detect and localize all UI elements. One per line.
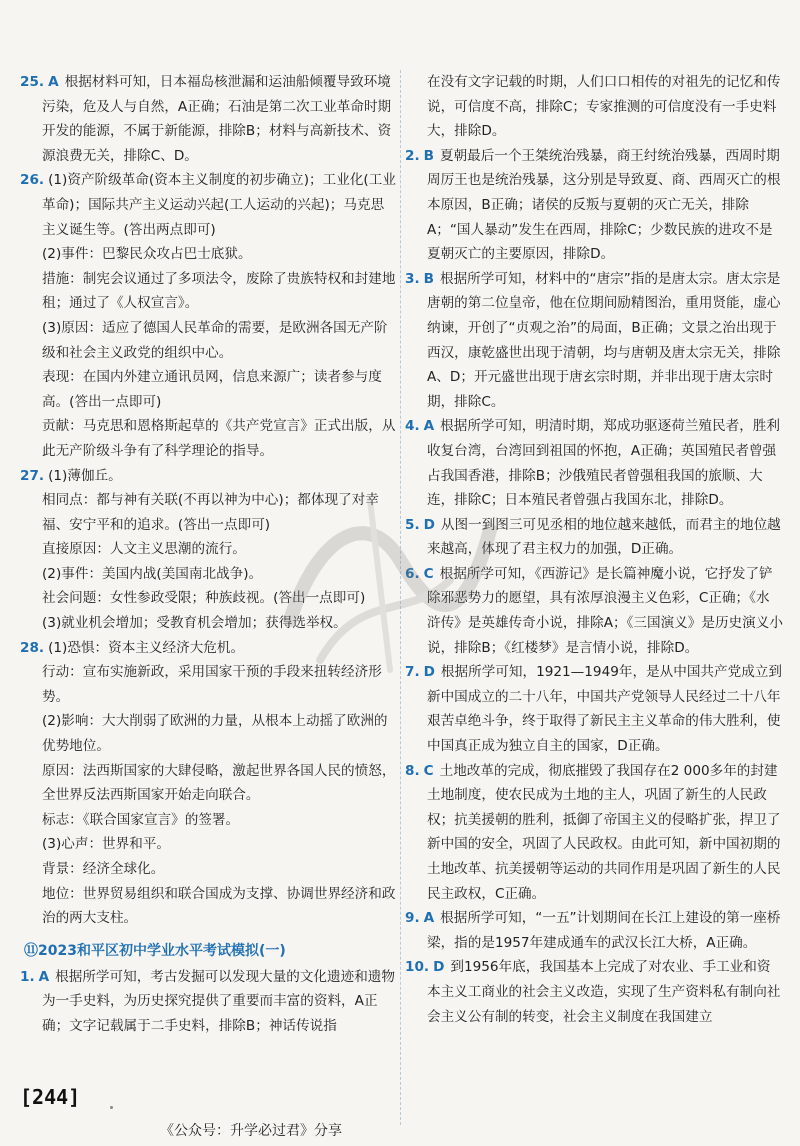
explanation-text: 根据所学可知，明清时期，郑成功驱逐荷兰殖民者，胜利收复台湾，台湾回到祖国的怀抱，A正确；英国殖民者曾强占我国香港，排除B；沙俄殖民者曾强租我国的旅顺、大连，排除C；日本殖民者曾强占我国东北，排除D。: [427, 418, 780, 509]
question-number: 9.: [405, 910, 420, 927]
question-number: 3.: [405, 270, 420, 287]
question-number: 5.: [405, 516, 420, 533]
answer-letter: B: [423, 147, 434, 164]
footer-note: 《公众号：升学必过君》分享: [160, 1123, 342, 1139]
explanation-text: 夏朝最后一个王桀统治残暴，商王纣统治残暴，西周时期周厉王也是统治残暴，这分别是导致夏、商、西周灭亡的根本原因，B正确；诸侯的反叛与夏朝的灭亡无关，排除A；“国人暴动”发生在西周，排除C；少数民族的进攻不是夏朝灭亡的主要原因，排除D。: [427, 147, 781, 263]
question-number: 10.: [405, 959, 430, 976]
explanation-text: 措施：制宪会议通过了多项法令，废除了贵族特权和封建地租；通过了《人权宣言》。: [42, 270, 396, 312]
right-column: [405, 70, 783, 1029]
answer-27: [20, 464, 396, 636]
explanation-text: (2)事件：美国内战(美国南北战争)。: [42, 565, 263, 582]
page-number: [244]: [20, 1085, 81, 1109]
explanation-text: (2)影响：大大削弱了欧洲的力量，从根本上动摇了欧洲的优势地位。: [42, 713, 388, 755]
answer-28: [20, 636, 396, 931]
answer-letter: A: [38, 968, 50, 985]
answer-8: [405, 759, 783, 907]
explanation-text: 根据材料可知，日本福岛核泄漏和运油船倾覆导致环境污染，危及人与自然，A正确；石油是第二次工业革命时期开发的能源，不属于新能源，排除B；材料与高新技术、资源浪费无关，排除C、D。: [42, 74, 392, 164]
answer-letter: A: [423, 910, 435, 927]
answer-5: [405, 513, 783, 562]
question-number: 28.: [20, 639, 45, 656]
question-number: 25.: [20, 74, 45, 90]
explanation-text: 到1956年底，我国基本上完成了对农业、手工业和资本主义工商业的社会主义改造，实现了生产资料私有制向社会主义公有制的转变，社会主义制度在我国建立: [427, 959, 781, 1025]
answer-letter: C: [423, 762, 434, 779]
explanation-text: 标志：《联合国家宣言》的签署。: [42, 811, 240, 828]
explanation-text: 贡献：马克思和恩格斯起草的《共产党宣言》正式出版，从此无产阶级斗争有了科学理论的指导。: [42, 418, 396, 459]
explanation-text: 根据所学可知，“一五”计划期间在长江上建设的第一座桥梁，指的是1957年建成通车的武汉长江大桥，A正确。: [427, 910, 781, 951]
answer-4: [405, 414, 783, 512]
explanation-text: 根据所学可知，《西游记》是长篇神魔小说，它抒发了铲除邪恶势力的愿望，具有浓厚浪漫主义色彩，C正确；《水浒传》是英雄传奇小说，排除A；《三国演义》是历史演义小说，排除B；《红楼梦》是言情小说，排除D。: [427, 565, 783, 656]
stray-dot: [110, 1106, 113, 1109]
question-number: 26.: [20, 172, 45, 189]
explanation-text: 在没有文字记载的时期，人们口口相传的对祖先的记忆和传说，可信度不高，排除C；专家推测的可信度没有一手史料大，排除D。: [427, 74, 781, 140]
explanation-text: (2)事件：巴黎民众攻占巴士底狱。: [42, 246, 252, 263]
explanation-text: (3)就业机会增加；受教育机会增加；获得选举权。: [42, 615, 347, 632]
explanation-text: 表现：在国内外建立通讯员网，信息来源广；读者参与度高。(答出一点即可): [42, 369, 382, 410]
answer-6: [405, 562, 783, 660]
explanation-text: 土地改革的完成，彻底摧毁了我国存在2 000多年的封建土地制度，使农民成为土地的主人，巩固了新生的人民政权；抗美援朝的胜利，抵御了帝国主义的侵略扩张，捍卫了新中国的安全，巩固了人民政权。由此可知，新中国初期的土地改革、抗美援朝等运动的共同作用是巩固了新生的人民民主政权，C正确。: [427, 762, 781, 902]
explanation-text: (3)心声：世界和平。: [42, 836, 171, 853]
page-number-value: 244: [32, 1085, 69, 1109]
question-number: 2.: [405, 147, 420, 164]
answer-2: [405, 144, 783, 267]
question-number: 7.: [405, 664, 420, 681]
explanation-text: 行动：宣布实施新政，采用国家干预的手段来扭转经济形势。: [42, 664, 382, 705]
answer-7: [405, 660, 783, 758]
answer-3: [405, 267, 783, 415]
answer-letter: D: [423, 516, 435, 533]
answer-letter: A: [48, 74, 59, 90]
answer-letter: C: [423, 565, 434, 582]
explanation-text: (1)薄伽丘。: [48, 467, 122, 484]
explanation-text: 从图一到图三可见丞相的地位越来越低，而君主的地位越来越高，体现了君主权力的加强，D正确。: [427, 516, 781, 558]
explanation-text: 直接原因：人文主义思潮的流行。: [42, 541, 246, 558]
question-number: 4.: [405, 418, 420, 435]
question-number: 8.: [405, 762, 420, 779]
section-title: ⑪2023和平区初中学业水平考试模拟(一): [24, 942, 286, 959]
explanation-text: 原因：法西斯国家的大肆侵略，激起世界各国人民的愤怒，全世界反法西斯国家开始走向联合。: [42, 762, 396, 804]
explanation-text: 地位：世界贸易组织和联合国成为支撑、协调世界经济和政治的两大支柱。: [42, 885, 396, 927]
explanation-text: 背景：经济全球化。: [42, 861, 165, 877]
question-number: 1.: [20, 968, 35, 985]
explanation-text: 相同点：都与神有关联(不再以神为中心)；都体现了对幸福、安宁平和的追求。(答出一点即可): [42, 492, 379, 533]
answer-letter: B: [423, 270, 434, 287]
explanation-text: (3)原因：适应了德国人民革命的需要，是欧洲各国无产阶级和社会主义政党的组织中心。: [42, 319, 388, 361]
answer-1: [20, 965, 396, 1039]
explanation-text: 根据所学可知，考古发掘可以发现大量的文化遗迹和遗物为一手史料，为历史探究提供了重要而丰富的资料，A正确；文字记载属于二手史料，排除B；神话传说指: [42, 968, 395, 1034]
answer-letter: D: [433, 959, 445, 976]
answer-1-continued: [405, 70, 783, 144]
question-number: 27.: [20, 467, 45, 484]
answer-9: [405, 906, 783, 955]
explanation-text: 社会问题：女性参政受限；种族歧视。(答出一点即可): [42, 590, 366, 607]
explanation-text: 根据所学可知，1921—1949年，是从中国共产党成立到新中国成立的二十八年，中国共产党领导人民经过二十八年艰苦卓绝斗争，终于取得了新民主主义革命的伟大胜利，使中国真正成为独立自主的国家，D正确。: [427, 664, 782, 755]
explanation-text: (1)资产阶级革命(资本主义制度的初步确立)；工业化(工业革命)；国际共产主义运动兴起(工人运动的兴起)；马克思主义诞生等。(答出两点即可): [42, 172, 396, 238]
answer-26: [20, 168, 396, 463]
answer-letter: A: [423, 418, 435, 435]
explanation-text: (1)恐惧：资本主义经济大危机。: [48, 639, 245, 656]
answer-10: [405, 955, 783, 1029]
question-number: 6.: [405, 565, 420, 582]
column-divider: [400, 70, 401, 1125]
left-column: [20, 70, 396, 1039]
explanation-text: 根据所学可知，材料中的“唐宗”指的是唐太宗。唐太宗是唐朝的第二位皇帝，他在位期间励精图治，重用贤能，虚心纳谏，开创了“贞观之治”的局面，B正确；文景之治出现于西汉，康乾盛世出现于清朝，均与唐朝及唐太宗无关，排除A、D；开元盛世出现于唐玄宗时期，并非出现于唐太宗时期，排除C。: [427, 270, 781, 410]
answer-25: [20, 70, 396, 168]
answer-letter: D: [423, 664, 435, 681]
